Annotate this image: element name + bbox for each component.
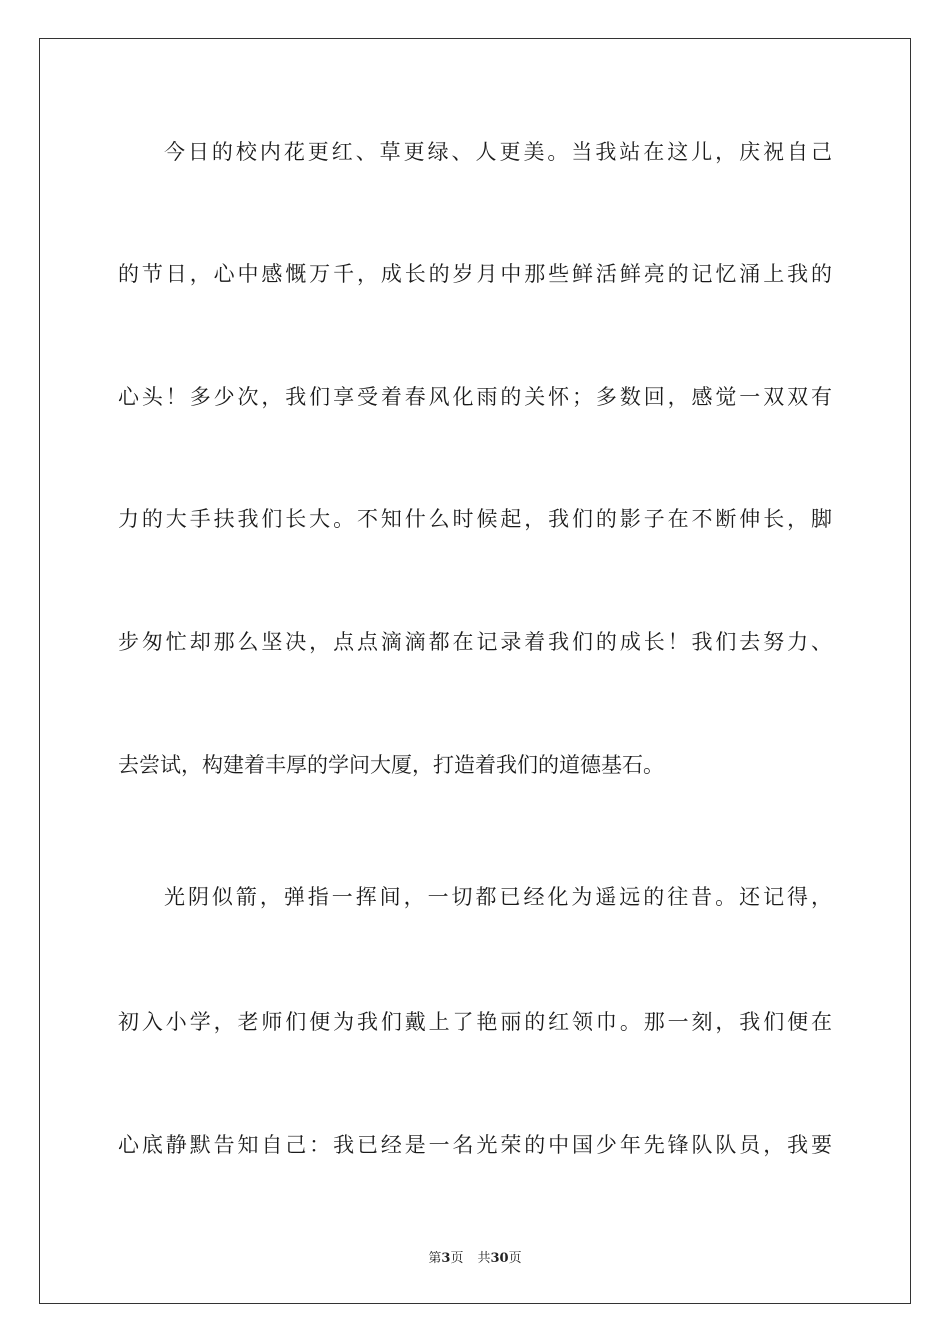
paragraph-1-line-6: 去尝试，构建着丰厚的学问大厦，打造着我们的道德基石。 [118, 753, 664, 777]
page-number: 3 [441, 1251, 451, 1266]
paragraph-1-line-5: 步匆忙却那么坚决，点点滴滴都在记录着我们的成长！我们去努力、 [118, 630, 832, 654]
page-suffix: 页 [450, 1251, 464, 1266]
total-prefix: 共 [477, 1251, 491, 1266]
paragraph-1-line-3: 心头！多少次，我们享受着春风化雨的关怀；多数回，感觉一双双有 [118, 385, 832, 409]
total-suffix: 页 [508, 1251, 522, 1266]
paragraph-2-line-1: 光阴似箭，弹指一挥间，一切都已经化为遥远的往昔。还记得， [164, 885, 832, 909]
paragraph-2-line-3: 心底静默告知自己：我已经是一名光荣的中国少年先锋队队员，我要 [118, 1133, 832, 1157]
paragraph-2-line-2: 初入小学，老师们便为我们戴上了艳丽的红领巾。那一刻，我们便在 [118, 1010, 832, 1034]
page-border [39, 38, 911, 1304]
paragraph-1-line-2: 的节日，心中感慨万千，成长的岁月中那些鲜活鲜亮的记忆涌上我的 [118, 262, 832, 286]
paragraph-1-line-4: 力的大手扶我们长大。不知什么时候起，我们的影子在不断伸长，脚 [118, 507, 832, 531]
paragraph-1-line-1: 今日的校内花更红、草更绿、人更美。当我站在这儿，庆祝自己 [164, 140, 832, 164]
page-prefix: 第 [428, 1251, 442, 1266]
page-footer [0, 1247, 950, 1266]
total-pages: 30 [490, 1251, 509, 1266]
